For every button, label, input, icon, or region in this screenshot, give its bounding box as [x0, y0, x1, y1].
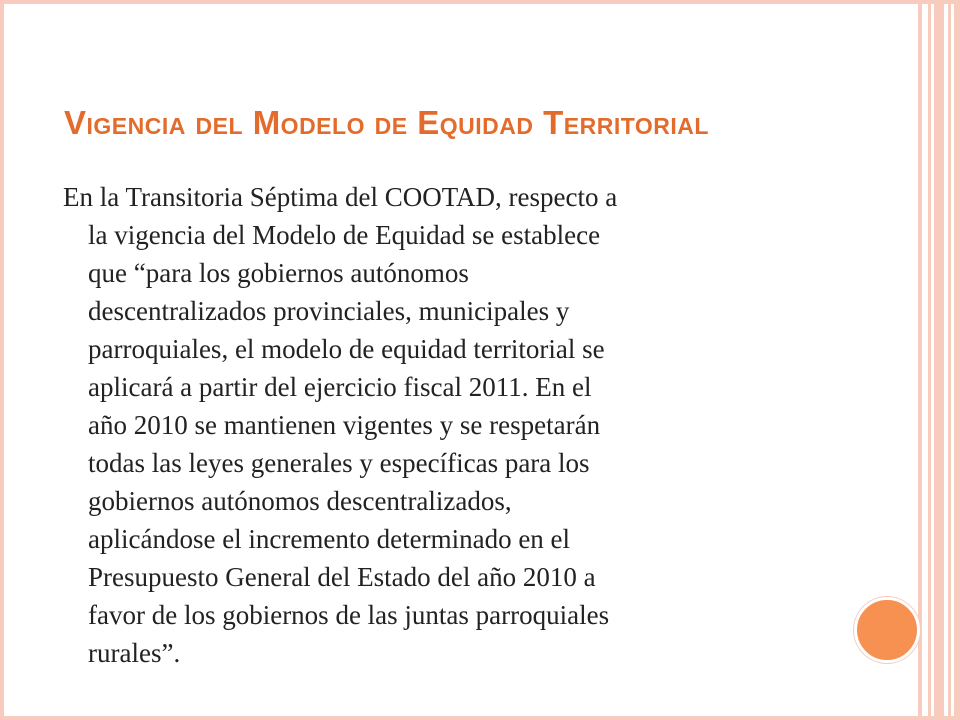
decorative-stripe: [918, 0, 922, 720]
body-line: parroquiales, el modelo de equidad territorial se: [88, 334, 605, 364]
decorative-stripe: [928, 0, 931, 720]
decorative-stripe: [954, 0, 960, 720]
body-line: año 2010 se mantienen vigentes y se respetarán: [88, 410, 601, 440]
decorative-circle-icon: [854, 597, 920, 663]
body-line: gobiernos autónomos descentralizados,: [88, 486, 512, 516]
decorative-stripe: [934, 0, 944, 720]
body-line: que “para los gobiernos autónomos: [88, 258, 469, 288]
body-line: rurales”.: [88, 638, 181, 668]
body-line: descentralizados provinciales, municipales y: [88, 296, 570, 326]
body-line: la vigencia del Modelo de Equidad se establece: [88, 220, 601, 250]
slide-body: [63, 178, 843, 672]
body-line: aplicará a partir del ejercicio fiscal 2011. En el: [88, 372, 592, 402]
decorative-stripe: [948, 0, 951, 720]
body-line: favor de los gobiernos de las juntas parroquiales: [88, 600, 610, 630]
body-line: Presupuesto General del Estado del año 2010 a: [88, 562, 596, 592]
body-line: En la Transitoria Séptima del COOTAD, respecto a: [63, 182, 618, 212]
body-line: todas las leyes generales y específicas para los: [88, 448, 590, 478]
slide-title: Vigencia del Modelo de Equidad Territorial: [64, 104, 709, 141]
body-line: aplicándose el incremento determinado en el: [88, 524, 571, 554]
